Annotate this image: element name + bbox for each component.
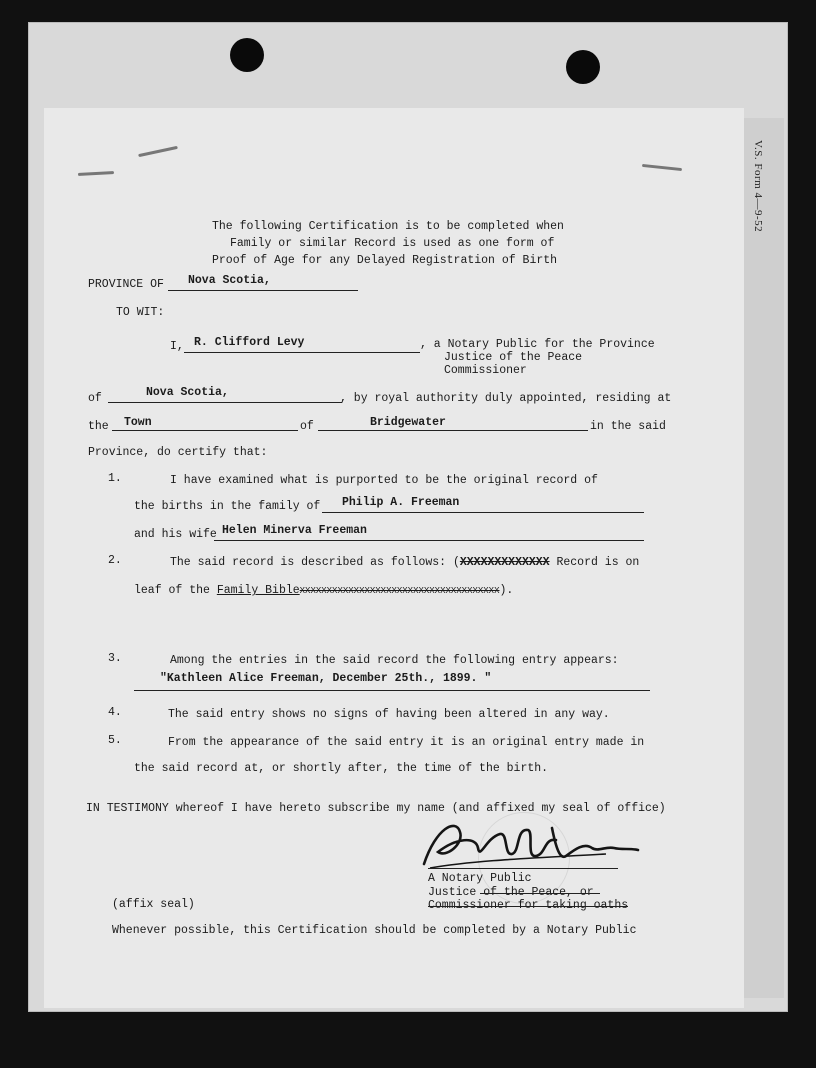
item1-text: I have examined what is purported to be the original record of: [170, 474, 598, 487]
province-underline: [168, 290, 358, 291]
mother-name: Helen Minerva Freeman: [222, 524, 367, 537]
signature-line: [428, 868, 618, 869]
in-said: in the said: [590, 420, 666, 433]
punch-hole-left: [230, 38, 264, 72]
notary-name: R. Clifford Levy: [194, 336, 305, 349]
mother-name-underline: [214, 540, 644, 541]
family-bible: Family Bible: [216, 584, 300, 597]
heading-line-2: Family or similar Record is used as one form of: [230, 237, 555, 250]
province-certify: Province, do certify that:: [88, 446, 268, 459]
item2-line2: [134, 584, 513, 597]
of-underline: [108, 402, 342, 403]
notary-role-1: , a Notary Public for the Province: [420, 338, 655, 351]
item2-number: 2.: [108, 554, 122, 567]
heading-line-3: Proof of Age for any Delayed Registration of Birth: [212, 254, 558, 267]
sig-title-3: Commissioner for taking oaths: [428, 899, 629, 912]
item3-text: Among the entries in the said record the following entry appears:: [170, 654, 619, 667]
of-value: Nova Scotia,: [146, 386, 229, 399]
province-value: Nova Scotia,: [188, 274, 271, 287]
item2-close: ).: [499, 584, 514, 597]
sig-title-1: A Notary Public: [428, 872, 532, 885]
item3-number: 3.: [108, 652, 122, 665]
affix-seal: (affix seal): [112, 898, 195, 911]
wife-label: and his wife: [134, 528, 217, 541]
sig-title-2-strike: [480, 893, 600, 894]
province-label: PROVINCE OF: [88, 278, 164, 291]
item4-number: 4.: [108, 706, 122, 719]
item2-text: [170, 556, 639, 569]
residence-name: Bridgewater: [370, 416, 446, 429]
i-label: I,: [170, 340, 184, 353]
item2-text-a: The said record is described as follows: (: [170, 556, 460, 569]
folder-edge: [744, 118, 784, 998]
notary-role-3: Commissioner: [444, 364, 527, 377]
heading-line-1: The following Certification is to be completed when: [212, 220, 564, 233]
form-number: V.S. Form 4—9-52: [752, 140, 764, 233]
residence-type: Town: [124, 416, 152, 429]
of-label: of: [88, 392, 102, 405]
entry-underline: [134, 690, 650, 691]
item1-number: 1.: [108, 472, 122, 485]
to-wit-label: TO WIT:: [116, 306, 165, 319]
testimony-text: IN TESTIMONY whereof I have hereto subscribe my name (and affixed my seal of office): [86, 802, 666, 815]
item2-struck-2: XXXXXXXXXXXXXXXXXXXXXXXXXXXXXXXXXXXXX: [299, 586, 500, 596]
residence-type-underline: [112, 430, 298, 431]
item2-struck: XXXXXXXXXXXXX: [459, 556, 550, 569]
appointed-text: , by royal authority duly appointed, residing at: [340, 392, 672, 405]
item2-text-b: Record is on: [549, 556, 640, 569]
sig-title-3-strike: [428, 906, 628, 907]
punch-hole-right: [566, 50, 600, 84]
notary-name-underline: [184, 352, 420, 353]
item2-line2-a: leaf of the: [134, 584, 210, 597]
item5-line2: the said record at, or shortly after, the time of the birth.: [134, 762, 549, 775]
item4-text: The said entry shows no signs of having been altered in any way.: [168, 708, 610, 721]
item5-text: From the appearance of the said entry it is an original entry made in: [168, 736, 645, 749]
notary-role-2: Justice of the Peace: [444, 351, 583, 364]
of-label-2: of: [300, 420, 314, 433]
item1-line2: the births in the family of: [134, 500, 321, 513]
sig-title-2: Justice of the Peace, or: [428, 886, 594, 899]
item5-number: 5.: [108, 734, 122, 747]
father-name: Philip A. Freeman: [342, 496, 460, 509]
entry-text: "Kathleen Alice Freeman, December 25th., 1899. ": [160, 672, 492, 685]
footer-note: Whenever possible, this Certification should be completed by a Notary Public: [112, 924, 637, 937]
residence-name-underline: [318, 430, 588, 431]
the-label: the: [88, 420, 109, 433]
father-name-underline: [322, 512, 644, 513]
